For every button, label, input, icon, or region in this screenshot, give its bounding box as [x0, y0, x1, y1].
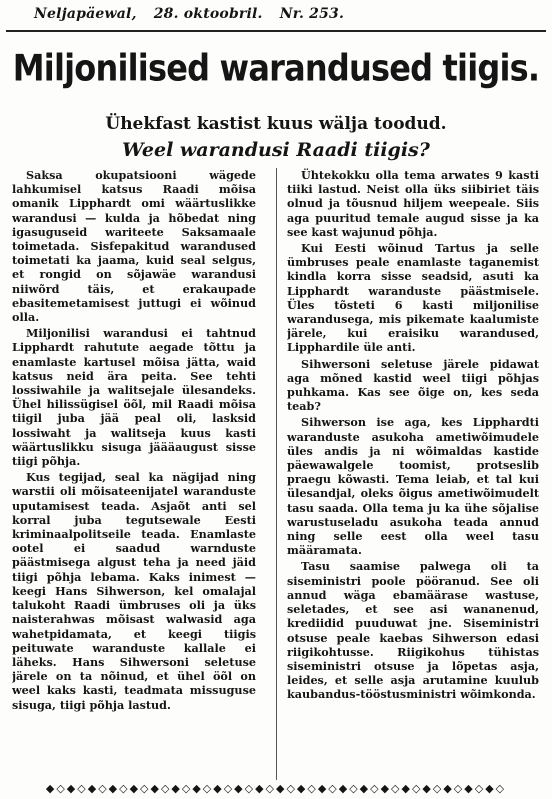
left-column — [12, 168, 256, 780]
paragraph: Sihwersoni seletuse järele pidawat aga mõned kastid weel tiigi põhjas puhkama. Kas see õige on, kes seda teab? — [287, 356, 539, 414]
decorative-bottom-rule: ◆◇◆◇◆◇◆◇◆◇◆◇◆◇◆◇◆◇◆◇◆◇◆◇◆◇◆◇◆◇◆◇◆◇◆◇◆◇◆◇◆◇◆◇ — [45, 783, 507, 795]
paragraph: Kui Eesti wõinud Tartus ja selle ümbruses peale enamlaste taganemist kindla korra sisse seadsid, asuti ka Lipphardt waranduste päästmisele. Üles tõsteti 6 kasti miljonilise warandusega, mis pikemate kaalumiste järele, kui eraisiku warandused, Lipphardile üle anti. — [287, 241, 539, 355]
subheadline: Ühekfast kastist kuus wälja toodud. — [105, 114, 447, 134]
masthead-weekday: Neljapäewal, — [34, 6, 137, 22]
subheadline-question: Weel warandusi Raadi tiigis? — [122, 139, 430, 161]
right-column — [287, 168, 539, 780]
top-rule — [6, 30, 546, 32]
paragraph: Miljonilisi warandusi ei tahtnud Lipphardt rahutute aegade tõttu ja enamlaste kartusel mõisa jätta, waid katsus neid ära peita. See tehti lossiwahile ja walitsejale ülesandeks. Ühel hilissügisel öõl, mil Raadi mõisa tiigil juba jää peal oli, lasksid lossiwaht ja walitseja kuus kasti wäärtuslikku sisuga jäääaugust sisse tiigi põhja. — [12, 326, 256, 469]
masthead — [34, 6, 544, 22]
paragraph: Kus tegijad, seal ka nägijad ning warstii oli mõisateenijatel waranduste uputamisest teada. Asjaõt anti sel korral juba tegutsewale Eesti kriminaalpolitseile teada. Enamlaste ootel ei saadud warnduste päästmisega algust teha ja need jäid tiigi põhja lebama. Kaks inimest — keegi Hans Sihwerson, kel omalajal talukoht Raadi ümbruses oli ja üks naisterahwas mõisast walwasid aga wahetpidamata, et keegi tiigis peituwate waranduste kallale ei läheks. Hans Sihwersoni seletuse järele on ta nõinud, et ühel öõl on weel kaks kasti, teadmata missuguse sisuga, tiigi põhja lastud. — [12, 470, 256, 712]
column-divider — [276, 168, 277, 780]
headline: Miljonilised warandused tiigis. — [12, 46, 540, 90]
paragraph: Ühtekokku olla tema arwates 9 kasti tiiki lastud. Neist olla üks siibiriet täis olnud ja tõusnud hiljem weepeale. Siis aga puuritud temale augud sisse ja ka see kast wajunud põhja. — [287, 168, 539, 239]
paragraph: Sihwerson ise aga, kes Lipphardti waranduste asukoha ametiwõimudele üles andis ja ni wõimaldas kastide päewawalgele toomist, protseslib praegu kõwasti. Tema leiab, et tal kui ülesandjal, oleks õigus ametiwõimudelt tasu saada. Olla tema ju ka ühe sõjalise warustuseladu asukoha teada annud ning selle eest olla weel tasu määramata. — [287, 415, 539, 558]
paragraph: Saksa okupatsiooni wägede lahkumisel katsus Raadi mõisa omanik Lipphardt omi wäärtuslikke warandusi — kulda ja hõbedat ning igasuguseid wariteete Saksamaale toimetada. Sisfepakitud warandused toimetati ka jaama, kuid seal selgus, et rongid on sõjawäe warandusi niiwõrd täis, et erakaupade ebasitemetamisest juttugi ei wõinud olla. — [12, 168, 256, 325]
paragraph: Tasu saamise palwega oli ta siseministri poole pööranud. See oli annud wäga ebamäärase wastuse, seletades, et see asi wananenud, krediidid puuduwat jne. Siseministri otsuse peale kaebas Sihwerson edasi riigikohtusse. Riigikohus tühistas siseministri otsuse ja lõpetas asja, leides, et selle asja arutamine kuulub kaubandus-tööstusministri wõimkonda. — [287, 559, 539, 702]
masthead-date: 28. oktoobril. — [153, 6, 263, 22]
masthead-issue: Nr. 253. — [279, 6, 345, 22]
